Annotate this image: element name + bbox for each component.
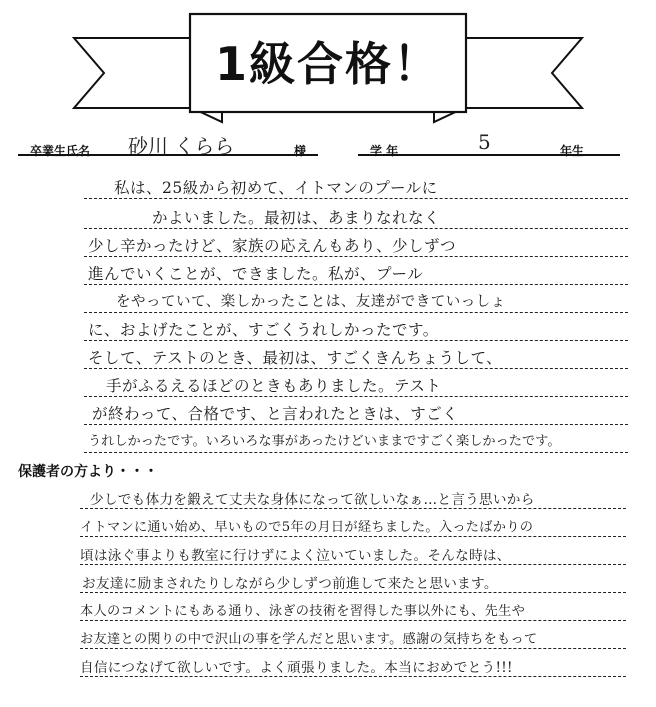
- guardian-line: イトマンに通い始め、早いもので5年の月日が経ちました。入ったばかりの: [80, 520, 534, 535]
- guardian-rule: [80, 536, 626, 537]
- essay-line: をやっていて、楽しかったことは、友達ができていっしょ: [116, 294, 506, 310]
- banner-title: 1級合格！: [214, 37, 441, 91]
- guardian-line: お友達に励まされたりしながら少しずつ前進して来たと思います。: [82, 576, 498, 592]
- essay-line: うれしかったです。いろいろな事があったけどいままですごく楽しかったです。: [88, 434, 561, 449]
- guardian-line: 自信につなげて欲しいです。よく頑張りました。本当におめでとう!!!: [80, 660, 513, 676]
- essay-line: そして、テストのとき、最初は、すごくきんちょうして、: [88, 349, 503, 367]
- guardian-rule: [80, 592, 626, 593]
- name-value: 砂川 くらら: [128, 134, 235, 158]
- essay-rule: [84, 424, 628, 425]
- honorific: 様: [294, 144, 307, 158]
- essay-rule: [84, 228, 628, 229]
- guardian-heading: 保護者の方より・・・: [18, 463, 158, 479]
- guardian-line: お友達との関りの中で沢山の事を学んだと思います。感謝の気持ちをもって: [80, 632, 538, 647]
- guardian-rule: [80, 508, 626, 509]
- essay-rule: [84, 312, 628, 313]
- essay-line: かよいました。最初は、あまりなれなく: [152, 209, 441, 227]
- essay-line: 手がふるえるほどのときもありました。テスト: [106, 377, 442, 395]
- essay-rule: [84, 452, 628, 453]
- guardian-line: 頃は泳ぐ事よりも教室に行けずによく泣いていました。そんな時は、: [80, 548, 511, 564]
- guardian-rule: [80, 620, 626, 621]
- essay-rule: [84, 396, 628, 397]
- name-underline: [18, 154, 318, 156]
- name-label: 卒業生氏名: [30, 144, 91, 158]
- essay-line: 少し辛かったけど、家族の応えんもあり、少しずつ: [88, 237, 457, 255]
- essay-rule: [84, 256, 628, 257]
- grade-unit: 年生: [560, 144, 585, 158]
- grade-underline: [358, 154, 620, 156]
- grade-value: 5: [478, 130, 491, 154]
- guardian-line: 少しでも体力を鍛えて丈夫な身体になって欲しいなぁ…と言う思いから: [90, 492, 535, 508]
- essay-rule: [84, 198, 628, 199]
- essay-rule: [84, 284, 628, 285]
- guardian-rule: [80, 564, 626, 565]
- essay-rule: [84, 368, 628, 369]
- guardian-line: 本人のコメントにもある通り、泳ぎの技術を習得した事以外にも、先生や: [80, 604, 526, 619]
- guardian-rule: [80, 648, 626, 649]
- essay-line: 進んでいくことが、できました。私が、プール: [88, 265, 424, 283]
- guardian-rule: [80, 676, 626, 677]
- grade-label: 学 年: [370, 144, 399, 158]
- essay-line: が終わって、合格です、と言われたときは、すごく: [92, 405, 459, 423]
- essay-rule: [84, 340, 628, 341]
- essay-line: 私は、25級から初めて、イトマンのプールに: [114, 179, 438, 197]
- essay-line: に、およげたことが、すごくうれしかったです。: [88, 321, 439, 339]
